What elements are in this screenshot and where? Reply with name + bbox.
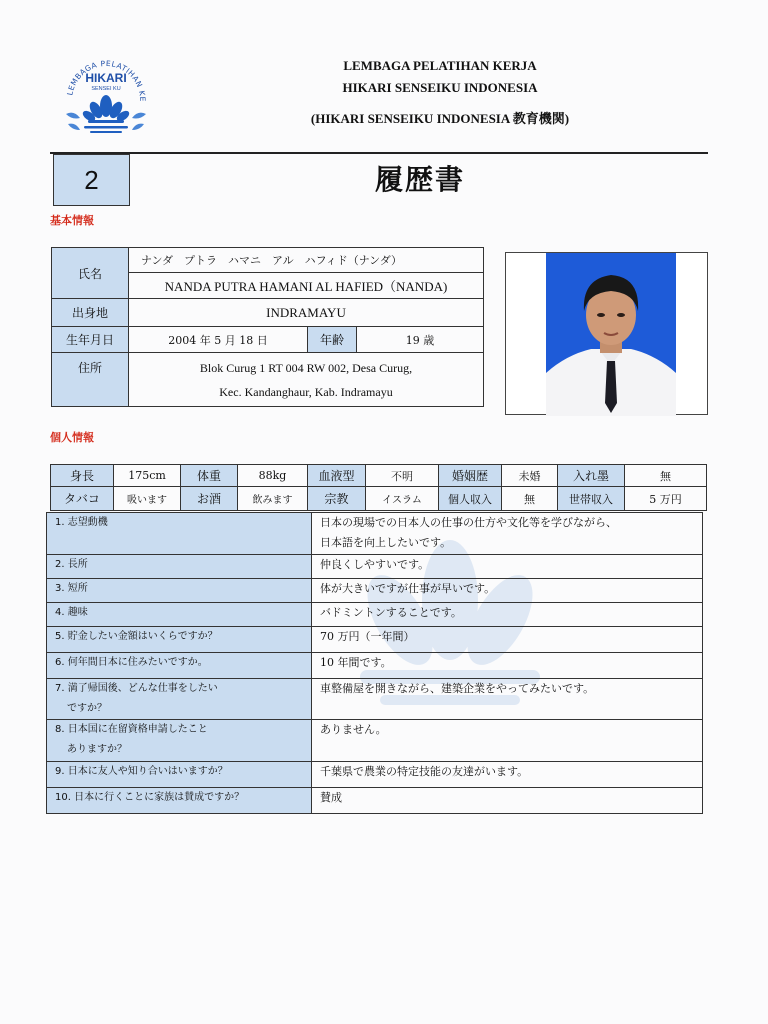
tattoo-value: 無 xyxy=(625,465,707,487)
photo-frame xyxy=(505,252,708,415)
qa-answer-line: 日本の現場での日本人の仕事の仕方や文化等を学びながら、 xyxy=(320,516,617,529)
qa-answer xyxy=(312,762,703,788)
qa-question xyxy=(47,555,312,579)
qa-answer xyxy=(312,579,703,603)
qa-answer-line: 車整備屋を開きながら、建築企業をやってみたいです。 xyxy=(320,682,595,695)
qa-answer-line: バドミントンすることです。 xyxy=(320,606,462,619)
qa-question xyxy=(47,679,312,720)
dob-value: 2004 年 5 月 18 日 xyxy=(129,327,308,353)
qa-row xyxy=(47,653,703,679)
svg-text:SENSEI KU: SENSEI KU xyxy=(91,86,121,92)
qa-answer xyxy=(312,627,703,653)
name-label: 氏名 xyxy=(52,248,129,299)
qa-answer xyxy=(312,603,703,627)
smoking-value: 吸います xyxy=(114,487,181,511)
address-line-2: Kec. Kandanghaur, Kab. Indramayu xyxy=(219,384,393,399)
qa-answer-line: 日本語を向上したいです。 xyxy=(320,536,452,549)
qa-question xyxy=(47,579,312,603)
qa-question-line: 6. 何年間日本に住みたいですか。 xyxy=(55,657,208,668)
qa-question-line: 1. 志望動機 xyxy=(55,517,108,528)
personal-grid-row-1 xyxy=(51,465,707,487)
qa-question-line: 9. 日本に友人や知り合いはいますか？ xyxy=(55,766,228,777)
personal-info-grid xyxy=(50,464,707,511)
qa-answer-line: 10 年間です。 xyxy=(320,656,392,669)
header-rule xyxy=(50,152,708,154)
height-value: 175cm xyxy=(114,465,181,487)
qa-question xyxy=(47,762,312,788)
weight-value: 88kg xyxy=(238,465,308,487)
dob-label: 生年月日 xyxy=(52,327,129,353)
qa-question-line: 2. 長所 xyxy=(55,559,88,570)
marital-label: 婚姻歴 xyxy=(439,465,502,487)
qa-answer xyxy=(312,555,703,579)
qa-answer-line: 千葉県で農業の特定技能の友達がいます。 xyxy=(320,765,529,778)
religion-label: 宗教 xyxy=(308,487,366,511)
qa-row xyxy=(47,579,703,603)
address-label: 住所 xyxy=(52,353,129,407)
qa-question xyxy=(47,513,312,555)
blood-type-label: 血液型 xyxy=(308,465,366,487)
qa-row xyxy=(47,555,703,579)
svg-text:HIKARI: HIKARI xyxy=(85,71,127,85)
qa-question-line: 10. 日本に行くことに家族は賛成ですか？ xyxy=(55,792,245,803)
qa-answer-line: 70 万円（一年間） xyxy=(320,630,415,643)
religion-value: イスラム xyxy=(366,487,439,511)
address-value xyxy=(129,353,484,407)
qa-row xyxy=(47,603,703,627)
qa-answer-line: 仲良くしやすいです。 xyxy=(320,558,430,571)
personal-grid-row-2 xyxy=(51,487,707,511)
document-number: 2 xyxy=(53,154,130,206)
qa-answer xyxy=(312,720,703,762)
basic-info-table xyxy=(51,247,484,407)
origin-label: 出身地 xyxy=(52,299,129,327)
qa-question-line: 3. 短所 xyxy=(55,583,88,594)
household-income-label: 世帯収入 xyxy=(558,487,625,511)
blood-type-value: 不明 xyxy=(366,465,439,487)
household-income-value: 5 万円 xyxy=(625,487,707,511)
alcohol-label: お酒 xyxy=(181,487,238,511)
section-personal-info: 個人情報 xyxy=(50,431,94,444)
address-line-1: Blok Curug 1 RT 004 RW 002, Desa Curug, xyxy=(199,360,413,375)
qa-answer xyxy=(312,788,703,814)
qa-row xyxy=(47,762,703,788)
name-kana: ナンダ プトラ ハマニ アル ハフィド（ナンダ） xyxy=(129,248,484,273)
height-label: 身長 xyxy=(51,465,114,487)
qa-row xyxy=(47,788,703,814)
qa-question xyxy=(47,788,312,814)
qa-row xyxy=(47,720,703,762)
hikari-logo xyxy=(58,48,154,140)
qa-question-line: 5. 貯金したい金額はいくらですか？ xyxy=(55,631,218,642)
weight-label: 体重 xyxy=(181,465,238,487)
qa-row xyxy=(47,627,703,653)
qa-question xyxy=(47,653,312,679)
qa-question-line: 8. 日本国に在留資格申請したこと xyxy=(55,724,208,735)
org-name-line1: LEMBAGA PELATIHAN KERJA xyxy=(343,58,537,73)
alcohol-value: 飲みます xyxy=(238,487,308,511)
qa-row xyxy=(47,513,703,555)
marital-value: 未婚 xyxy=(502,465,558,487)
qa-answer xyxy=(312,653,703,679)
origin-value: INDRAMAYU xyxy=(129,299,484,327)
qa-question-line: ですか？ xyxy=(67,703,107,714)
personal-income-value: 無 xyxy=(502,487,558,511)
qa-table xyxy=(46,512,703,814)
qa-question-line: ありますか？ xyxy=(67,744,127,755)
age-value: 19 歳 xyxy=(357,327,484,353)
org-name-line3: (HIKARI SENSEIKU INDONESIA 教育機関) xyxy=(310,111,570,126)
qa-question xyxy=(47,603,312,627)
personal-income-label: 個人収入 xyxy=(439,487,502,511)
qa-row xyxy=(47,679,703,720)
qa-question xyxy=(47,720,312,762)
document-title: 履歴書 xyxy=(374,163,465,196)
qa-answer xyxy=(312,679,703,720)
qa-answer-line: 体が大きいですが仕事が早いです。 xyxy=(320,582,496,595)
qa-question-line: 4. 趣味 xyxy=(55,607,88,618)
qa-question-line: 7. 満了帰国後、どんな仕事をしたい xyxy=(55,683,218,694)
age-label: 年齢 xyxy=(308,327,357,353)
smoking-label: タバコ xyxy=(51,487,114,511)
qa-question xyxy=(47,627,312,653)
section-basic-info: 基本情報 xyxy=(50,214,94,227)
qa-answer-line: 賛成 xyxy=(320,791,342,804)
applicant-photo xyxy=(546,253,676,416)
svg-text:LEMBAGA PELATIHAN KERJA: LEMBAGA PELATIHAN KE xyxy=(65,58,148,103)
tattoo-label: 入れ墨 xyxy=(558,465,625,487)
qa-answer xyxy=(312,513,703,555)
qa-answer-line: ありません。 xyxy=(320,723,387,736)
org-name-line2: HIKARI SENSEIKU INDONESIA xyxy=(342,80,538,95)
name-latin: NANDA PUTRA HAMANI AL HAFIED（NANDA) xyxy=(129,273,484,299)
